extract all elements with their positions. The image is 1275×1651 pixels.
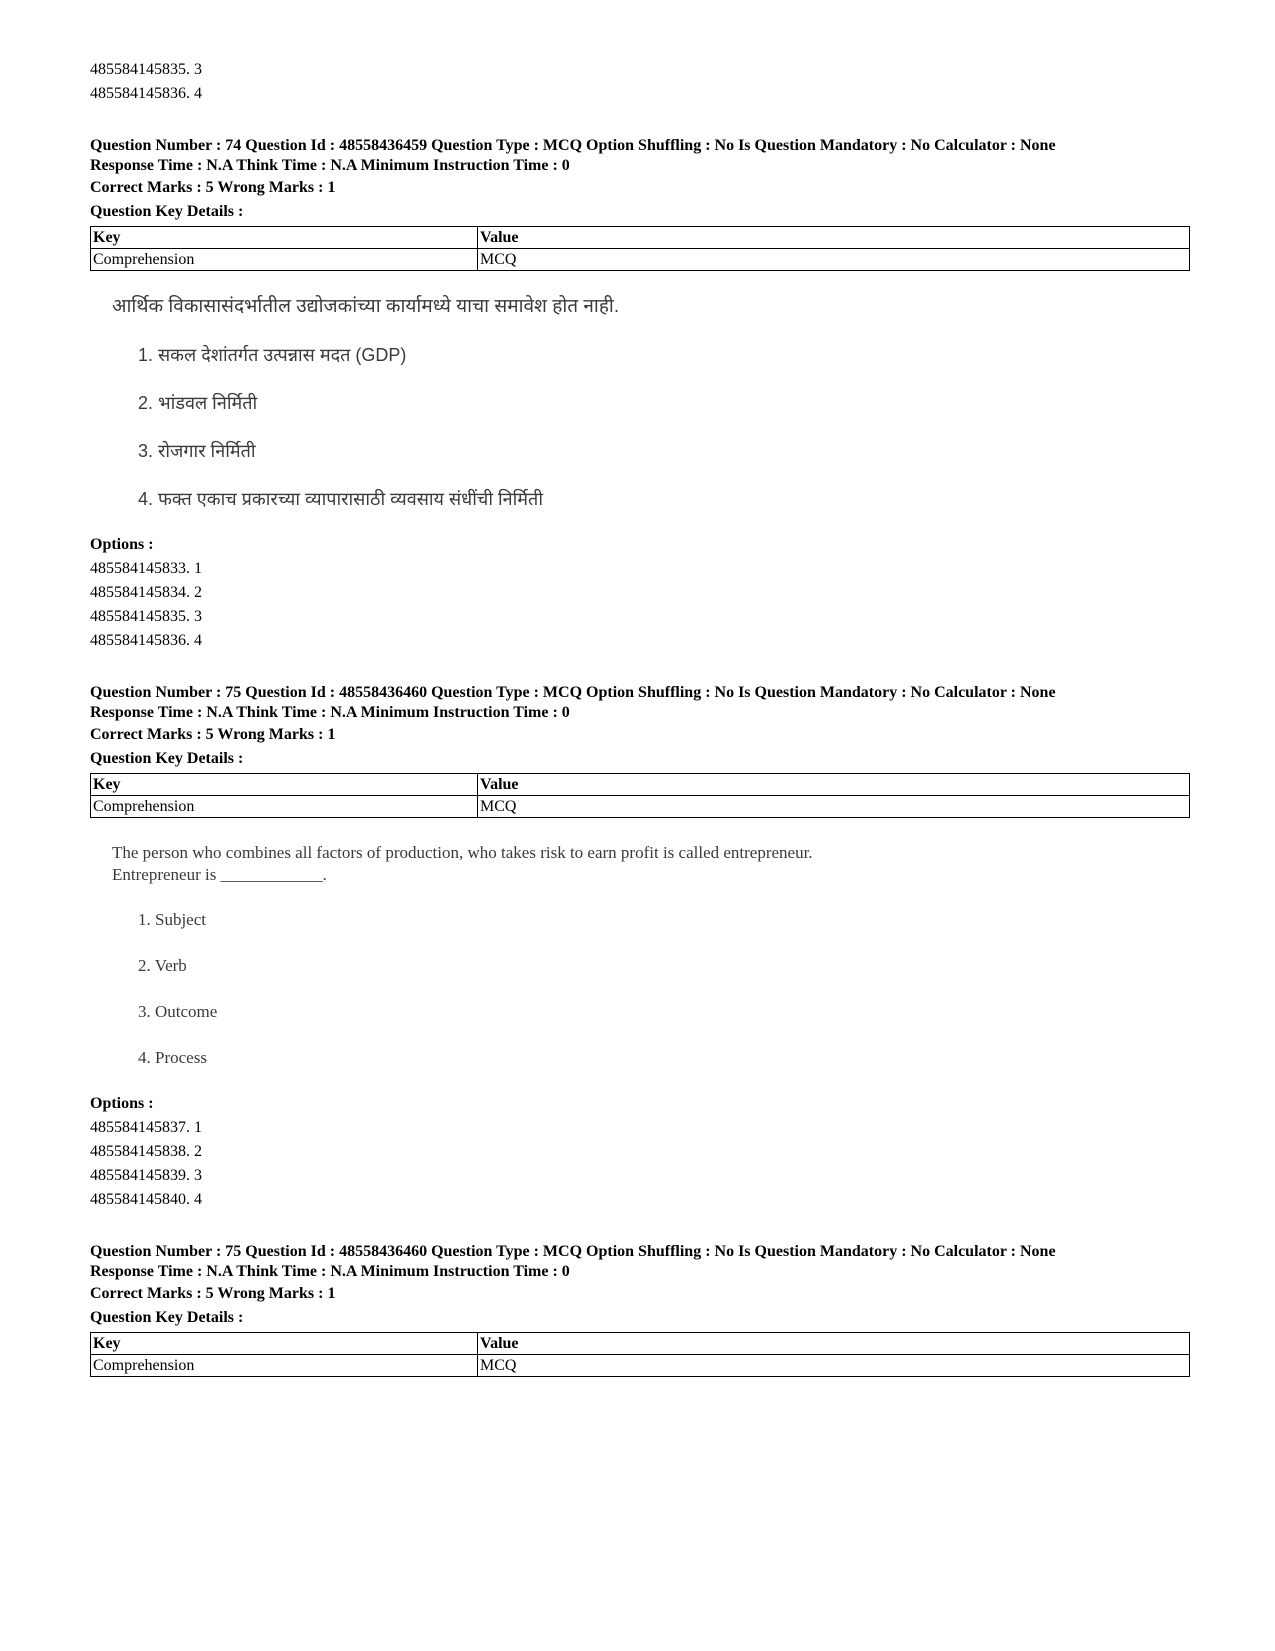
key-details-table: [90, 226, 1190, 271]
table-header-row: [91, 1333, 1190, 1355]
option-line: 485584145833. 1: [90, 560, 202, 577]
question-meta-line1: Question Number : 74 Question Id : 48558436459 Question Type : MCQ Option Shuffling : No Is Question Mandatory : No Calculator : None: [90, 137, 1056, 154]
table-cell-value: MCQ: [478, 249, 1190, 271]
choice-item: 4. Process: [138, 1048, 207, 1067]
question-meta-line1: Question Number : 75 Question Id : 48558436460 Question Type : MCQ Option Shuffling : No Is Question Mandatory : No Calculator : None: [90, 1243, 1056, 1260]
choice-item: 3. रोजगार निर्मिती: [138, 441, 256, 461]
option-line: 485584145839. 3: [90, 1167, 202, 1184]
question-stem: The person who combines all factors of production, who takes risk to earn profit is called entrepreneur.: [112, 843, 813, 862]
table-cell-value: MCQ: [478, 796, 1190, 818]
document-page: [90, 58, 1190, 1377]
question-block-74: [90, 136, 1190, 653]
question-meta-line2: Response Time : N.A Think Time : N.A Minimum Instruction Time : 0: [90, 157, 570, 174]
key-details-table: [90, 773, 1190, 818]
carryover-options: [90, 58, 1190, 106]
question-block-75-repeat: [90, 1242, 1190, 1377]
table-header-key: Key: [91, 1333, 478, 1355]
option-line: 485584145838. 2: [90, 1143, 202, 1160]
table-row: [91, 249, 1190, 271]
question-meta-line2: Response Time : N.A Think Time : N.A Minimum Instruction Time : 0: [90, 1263, 570, 1280]
table-header-value: Value: [478, 227, 1190, 249]
option-line: 485584145836. 4: [90, 632, 202, 649]
table-row: [91, 796, 1190, 818]
options-label: Options :: [90, 536, 154, 553]
question-content: [112, 842, 1190, 1070]
question-meta-line1: Question Number : 75 Question Id : 48558436460 Question Type : MCQ Option Shuffling : No Is Question Mandatory : No Calculator : None: [90, 684, 1056, 701]
marks-line: Correct Marks : 5 Wrong Marks : 1: [90, 1285, 336, 1302]
choice-item: 4. फक्त एकाच प्रकारच्या व्यापारासाठी व्यवसाय संधींची निर्मिती: [138, 489, 543, 509]
key-details-label: Question Key Details :: [90, 203, 244, 220]
choice-item: 2. भांडवल निर्मिती: [138, 393, 258, 413]
option-line: 485584145835. 3: [90, 608, 202, 625]
option-line: 485584145837. 1: [90, 1119, 202, 1136]
question-content: [112, 295, 1190, 511]
marks-line: Correct Marks : 5 Wrong Marks : 1: [90, 179, 336, 196]
table-header-key: Key: [91, 227, 478, 249]
option-line: 485584145840. 4: [90, 1191, 202, 1208]
table-header-value: Value: [478, 1333, 1190, 1355]
table-cell-key: Comprehension: [91, 1355, 478, 1377]
choice-item: 2. Verb: [138, 956, 187, 975]
options-label: Options :: [90, 1095, 154, 1112]
option-line: 485584145835. 3: [90, 61, 202, 78]
key-details-label: Question Key Details :: [90, 1309, 244, 1326]
question-stem: आर्थिक विकासासंदर्भातील उद्योजकांच्या कार्यामध्ये याचा समावेश होत नाही.: [112, 296, 620, 317]
table-cell-value: MCQ: [478, 1355, 1190, 1377]
table-cell-key: Comprehension: [91, 796, 478, 818]
option-line: 485584145834. 2: [90, 584, 202, 601]
question-meta-line2: Response Time : N.A Think Time : N.A Minimum Instruction Time : 0: [90, 704, 570, 721]
key-details-table: [90, 1332, 1190, 1377]
option-line: 485584145836. 4: [90, 85, 202, 102]
choice-item: 1. सकल देशांतर्गत उत्पन्नास मदत (GDP): [138, 345, 407, 365]
key-details-label: Question Key Details :: [90, 750, 244, 767]
table-header-key: Key: [91, 774, 478, 796]
marks-line: Correct Marks : 5 Wrong Marks : 1: [90, 726, 336, 743]
choice-item: 3. Outcome: [138, 1002, 218, 1021]
table-cell-key: Comprehension: [91, 249, 478, 271]
question-stem-line2: Entrepreneur is ____________.: [112, 865, 327, 884]
table-header-row: [91, 227, 1190, 249]
choice-item: 1. Subject: [138, 910, 206, 929]
table-header-row: [91, 774, 1190, 796]
table-header-value: Value: [478, 774, 1190, 796]
table-row: [91, 1355, 1190, 1377]
question-block-75: [90, 683, 1190, 1212]
